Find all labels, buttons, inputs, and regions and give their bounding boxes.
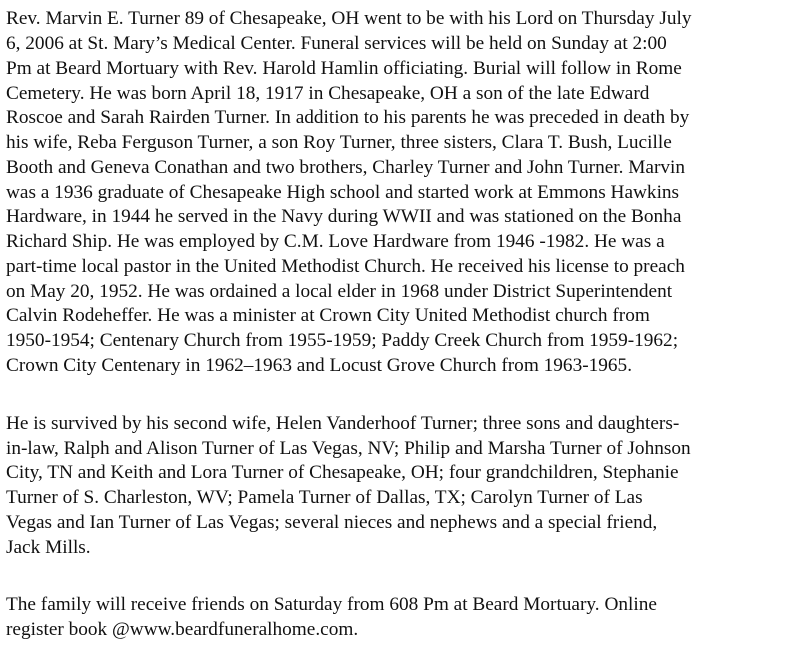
paragraph-1-line-11: part-time local pastor in the United Methodist Church. He received his license to preach xyxy=(6,256,685,277)
paragraph-2-line-2: in-law, Ralph and Alison Turner of Las Vegas, NV; Philip and Marsha Turner of Johnson xyxy=(6,438,691,459)
paragraph-1-line-1: Rev. Marvin E. Turner 89 of Chesapeake, OH went to be with his Lord on Thursday July xyxy=(6,8,692,29)
paragraph-2-line-5: Vegas and Ian Turner of Las Vegas; several nieces and nephews and a special friend, xyxy=(6,512,658,533)
paragraph-1-line-8: was a 1936 graduate of Chesapeake High school and started work at Emmons Hawkins xyxy=(6,182,680,203)
paragraph-1-line-10: Richard Ship. He was employed by C.M. Love Hardware from 1946 -1982. He was a xyxy=(6,231,665,252)
paragraph-1-line-15: Crown City Centenary in 1962–1963 and Locust Grove Church from 1963-1965. xyxy=(6,355,633,376)
paragraph-1-line-7: Booth and Geneva Conathan and two brothers, Charley Turner and John Turner. Marvin xyxy=(6,157,686,178)
paragraph-1-line-12: on May 20, 1952. He was ordained a local elder in 1968 under District Superintendent xyxy=(6,281,673,302)
paragraph-1-line-4: Cemetery. He was born April 18, 1917 in Chesapeake, OH a son of the late Edward xyxy=(6,83,650,104)
paragraph-2-line-3: City, TN and Keith and Lora Turner of Chesapeake, OH; four grandchildren, Stephanie xyxy=(6,462,679,483)
paragraph-2-line-4: Turner of S. Charleston, WV; Pamela Turner of Dallas, TX; Carolyn Turner of Las xyxy=(6,487,643,508)
paragraph-1-line-6: his wife, Reba Ferguson Turner, a son Roy Turner, three sisters, Clara T. Bush, Lucille xyxy=(6,132,672,153)
paragraph-1-line-3: Pm at Beard Mortuary with Rev. Harold Hamlin officiating. Burial will follow in Rome xyxy=(6,58,682,79)
paragraph-1-line-9: Hardware, in 1944 he served in the Navy during WWII and was stationed on the Bonha xyxy=(6,206,682,227)
paragraph-1-line-2: 6, 2006 at St. Mary’s Medical Center. Funeral services will be held on Sunday at 2:00 xyxy=(6,33,667,54)
paragraph-1-line-14: 1950-1954; Centenary Church from 1955-1959; Paddy Creek Church from 1959-1962; xyxy=(6,330,679,351)
paragraph-2-line-6: Jack Mills. xyxy=(6,537,91,558)
paragraph-1-line-13: Calvin Rodeheffer. He was a minister at Crown City United Methodist church from xyxy=(6,305,650,326)
paragraph-1-line-5: Roscoe and Sarah Rairden Turner. In addition to his parents he was preceded in death by xyxy=(6,107,690,128)
paragraph-3-line-2: register book @www.beardfuneralhome.com. xyxy=(6,619,359,640)
paragraph-2-line-1: He is survived by his second wife, Helen Vanderhoof Turner; three sons and daughters- xyxy=(6,413,680,434)
paragraph-3-line-1: The family will receive friends on Saturday from 608 Pm at Beard Mortuary. Online xyxy=(6,594,657,615)
